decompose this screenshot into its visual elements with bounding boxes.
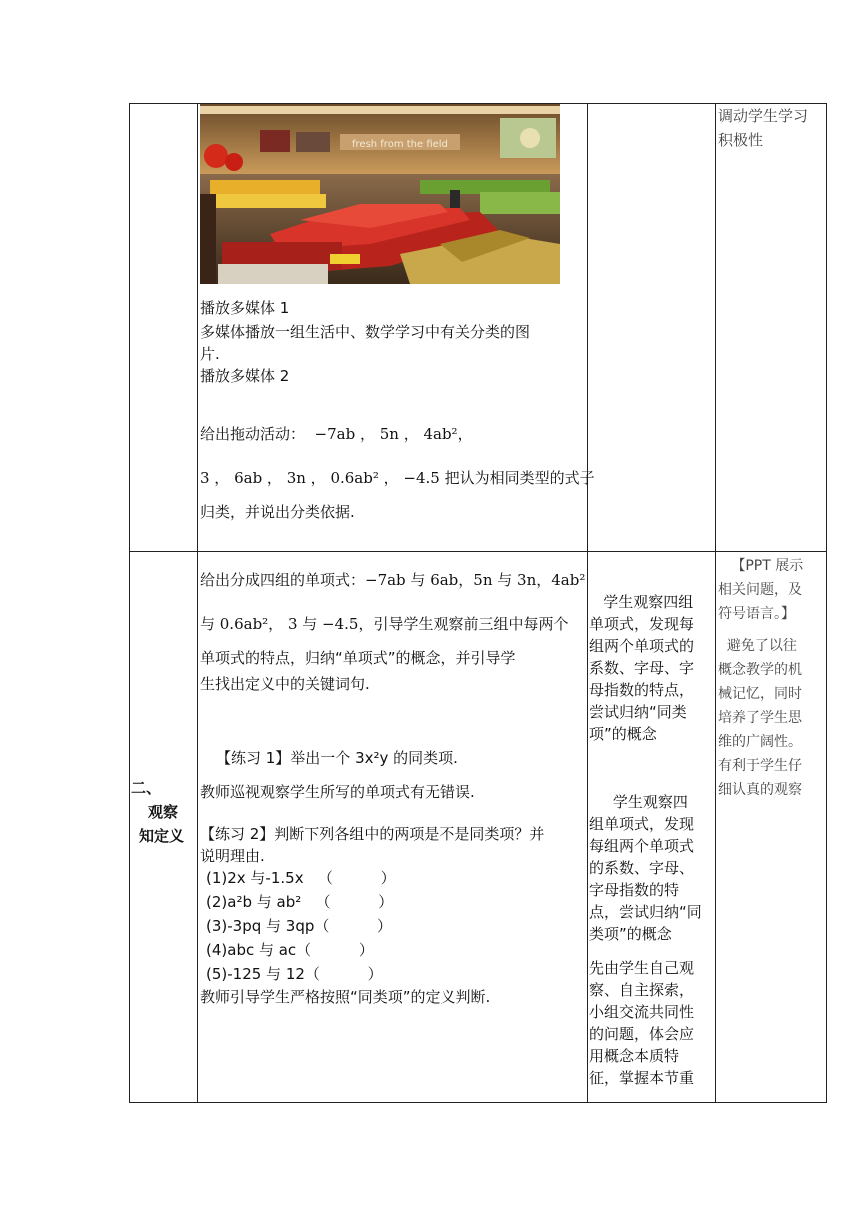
design-note-line-5: 概念教学的机 bbox=[718, 662, 802, 678]
intro-line-2: 与 0.6ab²， 3 与 −4.5，引导学生观察前三组中每两个 bbox=[200, 615, 569, 633]
design-note-line-7: 培养了学生思 bbox=[718, 710, 802, 726]
design-note-line-2: 相关问题，及 bbox=[718, 582, 802, 598]
svg-text:fresh from the field: fresh from the field bbox=[352, 139, 448, 150]
student-activity-1-line-3: 组两个单项式的 bbox=[589, 637, 695, 655]
section-title-line-1: 观察 bbox=[148, 803, 179, 821]
design-note-line-4: 避免了以往 bbox=[718, 638, 797, 654]
media-description-line-1: 多媒体播放一组生活中、数学学习中有关分类的图 bbox=[200, 323, 531, 341]
design-note-line-8: 维的广阔性。 bbox=[718, 734, 802, 750]
drag-activity-line-1: 给出拖动活动： −7ab ， 5n ， 4ab²， bbox=[200, 425, 473, 443]
intro-line-3: 单项式的特点，归纳“单项式”的概念，并引导学 bbox=[200, 649, 516, 667]
table-row-divider bbox=[129, 551, 827, 552]
exercise-2-item-3: (3)-3pq 与 3qp（ ） bbox=[206, 917, 393, 935]
table-border-bottom bbox=[129, 1102, 827, 1103]
media-1-label: 播放多媒体 1 bbox=[200, 299, 290, 317]
media-description-line-2: 片. bbox=[200, 345, 220, 363]
exercise-2-item-4: (4)abc 与 ac（ ） bbox=[206, 941, 374, 959]
design-note-line-3: 符号语言。】 bbox=[718, 606, 795, 622]
design-note-line-10: 细认真的观察 bbox=[718, 782, 802, 798]
media-2-label: 播放多媒体 2 bbox=[200, 367, 290, 385]
exercise-1-note: 教师巡视观察学生所写的单项式有无错误. bbox=[200, 783, 475, 801]
design-note-line-6: 械记忆，同时 bbox=[718, 686, 802, 702]
table-border-left bbox=[129, 103, 130, 1103]
student-activity-2-line-6: 点，尝试归纳“同 bbox=[589, 903, 702, 921]
student-activity-3-line-6: 征，掌握本节重 bbox=[589, 1069, 695, 1087]
exercise-2-item-2: (2)a²b 与 ab² （ ） bbox=[206, 893, 394, 911]
student-activity-1-line-5: 母指数的特点， bbox=[589, 681, 695, 699]
exercise-2-closing: 教师引导学生严格按照“同类项”的定义判断. bbox=[200, 988, 491, 1006]
student-activity-2-line-5: 字母指数的特 bbox=[589, 881, 680, 899]
supermarket-photo bbox=[200, 104, 560, 284]
student-activity-3-line-3: 小组交流共同性 bbox=[589, 1003, 695, 1021]
table-border-right bbox=[826, 103, 827, 1103]
exercise-2-prompt-line-2: 说明理由. bbox=[200, 847, 265, 865]
intro-line-1: 给出分成四组的单项式：−7ab 与 6ab，5n 与 3n，4ab² bbox=[200, 571, 586, 589]
design-intent-line-2: 积极性 bbox=[718, 131, 764, 149]
student-activity-1-line-4: 系数、字母、字 bbox=[589, 659, 695, 677]
intro-line-4: 生找出定义中的关键词句. bbox=[200, 675, 370, 693]
drag-activity-line-2: 3 ， 6ab ， 3n ， 0.6ab² ， −4.5 把认为相同类型的式子 bbox=[200, 469, 595, 487]
student-activity-1-line-7: 项”的概念 bbox=[589, 725, 657, 743]
student-activity-3-line-4: 的问题，体会应 bbox=[589, 1025, 695, 1043]
student-activity-1-line-1: 学生观察四组 bbox=[589, 593, 694, 611]
student-activity-3-line-1: 先由学生自己观 bbox=[589, 959, 695, 977]
student-activity-2-line-2: 组单项式，发现 bbox=[589, 815, 695, 833]
exercise-2-item-5: (5)-125 与 12（ ） bbox=[206, 965, 383, 983]
exercise-1-prompt: 【练习 1】举出一个 3x²y 的同类项. bbox=[216, 749, 458, 767]
student-activity-1-line-6: 尝试归纳“同类 bbox=[589, 703, 687, 721]
table-divider-col3 bbox=[715, 103, 716, 1103]
table-divider-col1 bbox=[197, 103, 198, 1103]
student-activity-2-line-7: 类项”的概念 bbox=[589, 925, 672, 943]
student-activity-2-line-3: 每组两个单项式 bbox=[589, 837, 695, 855]
exercise-2-prompt-line-1: 【练习 2】判断下列各组中的两项是不是同类项？并 bbox=[200, 825, 545, 843]
exercise-2-item-1: (1)2x 与-1.5x （ ） bbox=[206, 869, 396, 887]
table-divider-col2 bbox=[587, 103, 588, 1103]
design-note-line-1: 【PPT 展示 bbox=[718, 558, 804, 574]
design-intent-line-1: 调动学生学习 bbox=[718, 107, 809, 125]
section-title-line-2: 知定义 bbox=[139, 827, 185, 845]
student-activity-1-line-2: 单项式，发现每 bbox=[589, 615, 695, 633]
student-activity-2-line-1: 学生观察四 bbox=[589, 793, 688, 811]
drag-activity-line-3: 归类，并说出分类依据. bbox=[200, 503, 355, 521]
design-note-line-9: 有利于学生仔 bbox=[718, 758, 802, 774]
student-activity-3-line-5: 用概念本质特 bbox=[589, 1047, 680, 1065]
student-activity-3-line-2: 察、自主探索， bbox=[589, 981, 695, 999]
student-activity-2-line-4: 的系数、字母、 bbox=[589, 859, 695, 877]
section-number: 二、 bbox=[131, 779, 162, 797]
